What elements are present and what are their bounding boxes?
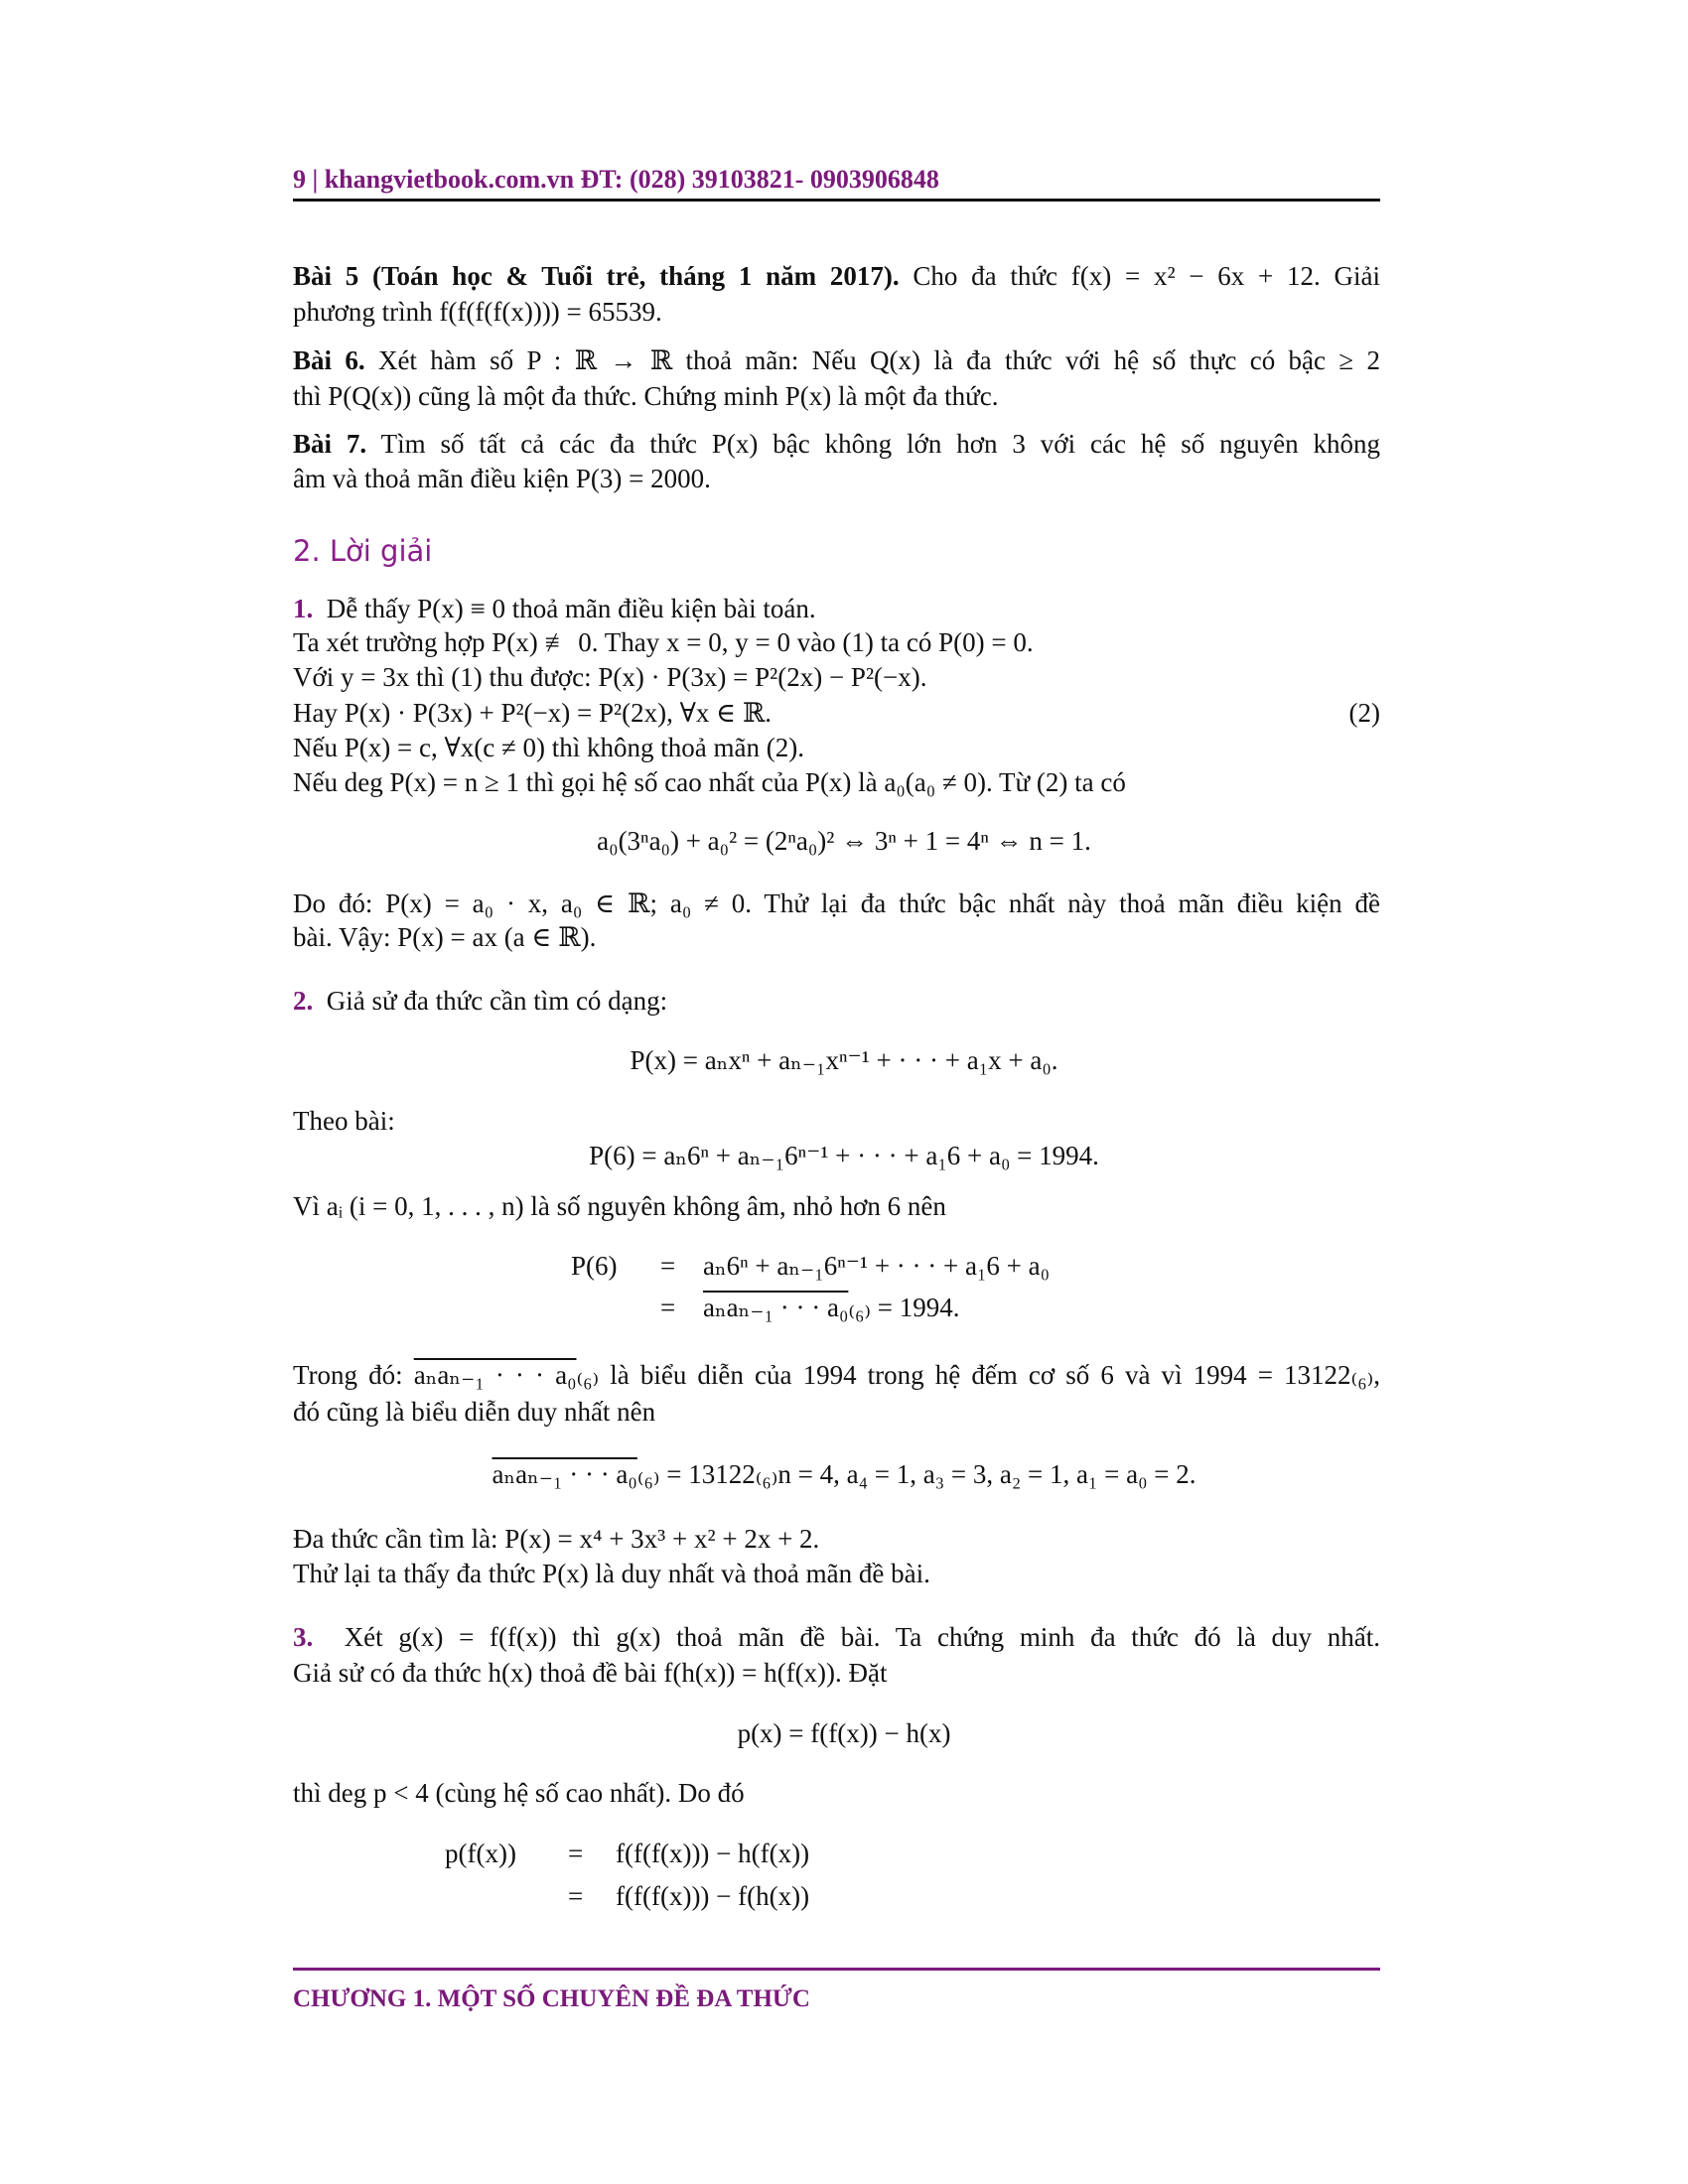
sol1-after-2: bài. Vậy: P(x) = ax (a ∈ ℝ). bbox=[293, 922, 597, 952]
sol2-align-lhs: P(6) bbox=[571, 1251, 618, 1281]
sol3-line-1 bbox=[293, 1619, 1380, 1655]
sol3-align-eq-2: = bbox=[568, 1881, 584, 1911]
sol2-number: 2. bbox=[293, 986, 314, 1016]
sol1-after-1: Do đó: P(x) = a₀ · x, a₀ ∈ ℝ; a₀ ≠ 0. Thử lại đa thức bậc nhất này thoả mãn điều kiện đề bbox=[293, 888, 1380, 918]
sol3-eq: p(x) = f(f(x)) − h(x) bbox=[737, 1718, 951, 1748]
sol2-align-r2-rest: ₍₆₎ = 1994. bbox=[848, 1293, 960, 1322]
problem-5-line-2: phương trình f(f(f(f(x)))) = 65539. bbox=[293, 297, 662, 327]
sol2-eq3-rest: ₍₆₎ = 13122₍₆₎n = 4, a₄ = 1, a₃ = 3, a₂ = 1, a₁ = a₀ = 2. bbox=[636, 1459, 1196, 1489]
sol3-align-r1: f(f(f(x))) − h(f(x)) bbox=[616, 1839, 810, 1868]
sol2-trong-rest: ₍₆₎ là biểu diễn của 1994 trong hệ đếm cơ số 6 và vì 1994 = 13122₍₆₎, bbox=[576, 1360, 1380, 1390]
page-footer: CHƯƠNG 1. MỘT SỐ CHUYÊN ĐỀ ĐA THỨC bbox=[293, 1985, 810, 2012]
sol2-trong-2: đó cũng là biểu diễn duy nhất nên bbox=[293, 1397, 656, 1427]
sol3-align-r2: f(f(f(x))) − f(h(x)) bbox=[616, 1881, 810, 1911]
sol2-align-r1: aₙ6ⁿ + aₙ₋₁6ⁿ⁻¹ + · · · + a₁6 + a₀ bbox=[703, 1251, 1051, 1281]
sol2-align-eq-1: = bbox=[660, 1251, 676, 1281]
sol1-line-4: Hay P(x) · P(3x) + P²(−x) = P²(2x), ∀x ∈ ℝ. bbox=[293, 698, 773, 728]
sol2-trong-pre: Trong đó: bbox=[293, 1360, 414, 1390]
sol1-line-1 bbox=[293, 591, 816, 626]
sol1-line-2: Ta xét trường hợp P(x) ≢ 0. Thay x = 0, y = 0 vào (1) ta có P(0) = 0. bbox=[293, 627, 1034, 657]
sol2-eq2: P(6) = aₙ6ⁿ + aₙ₋₁6ⁿ⁻¹ + · · · + a₁6 + a₀ = 1994. bbox=[589, 1141, 1099, 1170]
footer-rule bbox=[293, 1968, 1380, 1971]
sol3-number: 3. bbox=[293, 1622, 314, 1652]
sol2-line-1 bbox=[293, 983, 667, 1019]
sol2-eq3 bbox=[0, 1456, 1688, 1492]
sol2-theo: Theo bài: bbox=[293, 1106, 395, 1136]
section-title: 2. Lời giải bbox=[293, 534, 433, 568]
sol2-intro: Giả sử đa thức cần tìm có dạng: bbox=[326, 986, 668, 1016]
sol2-align-eq-2: = bbox=[660, 1293, 676, 1322]
sol3-align-eq-1: = bbox=[568, 1839, 584, 1868]
problem-7-line-1 bbox=[293, 426, 1380, 462]
problem-5-text: Cho đa thức f(x) = x² − 6x + 12. Giải bbox=[913, 261, 1380, 291]
problem-5-line-1 bbox=[293, 258, 1380, 294]
sol1-line-3: Với y = 3x thì (1) thu được: P(x) · P(3x) = P²(2x) − P²(−x). bbox=[293, 662, 927, 692]
problem-6-line-2: thì P(Q(x)) cũng là một đa thức. Chứng minh P(x) là một đa thức. bbox=[293, 381, 999, 411]
problem-7-line-2: âm và thoả mãn điều kiện P(3) = 2000. bbox=[293, 464, 711, 493]
overline-number: aₙaₙ₋₁ · · · a₀ bbox=[492, 1459, 637, 1489]
sol3-line-3: thì deg p < 4 (cùng hệ số cao nhất). Do đó bbox=[293, 1778, 745, 1808]
sol2-result-2: Thử lại ta thấy đa thức P(x) là duy nhất và thoả mãn đề bài. bbox=[293, 1559, 930, 1588]
problem-6-label: Bài 6. bbox=[293, 345, 365, 375]
sol3-line-2: Giả sử có đa thức h(x) thoả đề bài f(h(x)) = h(f(x)). Đặt bbox=[293, 1658, 888, 1688]
problem-6-line-1 bbox=[293, 342, 1380, 378]
sol2-align-r2 bbox=[703, 1290, 960, 1325]
page-header: 9 | khangvietbook.com.vn ĐT: (028) 39103821- 0903906848 bbox=[293, 165, 939, 194]
sol2-result-1: Đa thức cần tìm là: P(x) = x⁴ + 3x³ + x² + 2x + 2. bbox=[293, 1524, 820, 1554]
problem-7-text: Tìm số tất cả các đa thức P(x) bậc không lớn hơn 3 với các hệ số nguyên không bbox=[380, 429, 1381, 459]
sol1-line-5: Nếu P(x) = c, ∀x(c ≠ 0) thì không thoả mãn (2). bbox=[293, 733, 804, 762]
problem-5-label: Bài 5 (Toán học & Tuổi trẻ, tháng 1 năm 2017). bbox=[293, 261, 900, 291]
sol2-eq1: P(x) = aₙxⁿ + aₙ₋₁xⁿ⁻¹ + · · · + a₁x + a₀. bbox=[630, 1045, 1058, 1075]
problem-7-label: Bài 7. bbox=[293, 429, 367, 459]
header-rule bbox=[293, 199, 1380, 202]
sol1-number: 1. bbox=[293, 594, 314, 623]
sol2-vi: Vì aᵢ (i = 0, 1, . . . , n) là số nguyên không âm, nhỏ hơn 6 nên bbox=[293, 1191, 946, 1221]
sol3-text: Xét g(x) = f(f(x)) thì g(x) thoả mãn đề bài. Ta chứng minh đa thức đó là duy nhất. bbox=[344, 1622, 1380, 1652]
sol1-equation: a₀(3ⁿa₀) + a₀² = (2ⁿa₀)² ⇔ 3ⁿ + 1 = 4ⁿ ⇔ n = 1. bbox=[597, 826, 1091, 856]
equation-tag: (2) bbox=[1348, 698, 1380, 728]
overline-number: aₙaₙ₋₁ · · · a₀ bbox=[413, 1360, 577, 1390]
overline-number: aₙaₙ₋₁ · · · a₀ bbox=[703, 1293, 849, 1322]
sol3-align-lhs: p(f(x)) bbox=[445, 1839, 516, 1868]
sol1-text: Dễ thấy P(x) ≡ 0 thoả mãn điều kiện bài toán. bbox=[326, 594, 816, 623]
sol1-line-6: Nếu deg P(x) = n ≥ 1 thì gọi hệ số cao nhất của P(x) là a₀(a₀ ≠ 0). Từ (2) ta có bbox=[293, 767, 1126, 797]
sol2-trong-1 bbox=[293, 1357, 1380, 1393]
problem-6-text: Xét hàm số P : ℝ → ℝ thoả mãn: Nếu Q(x) là đa thức với hệ số thực có bậc ≥ 2 bbox=[377, 345, 1380, 375]
